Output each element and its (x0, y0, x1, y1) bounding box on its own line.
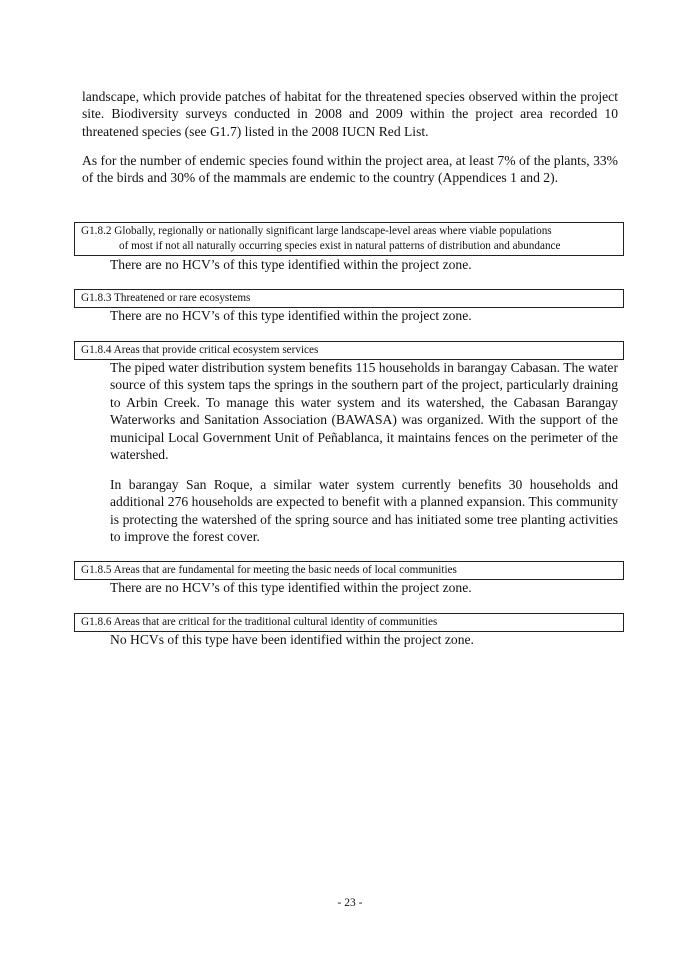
section-body-g182: There are no HCV’s of this type identified within the project zone. (110, 257, 472, 272)
section-heading-g186: G1.8.6 Areas that are critical for the traditional cultural identity of communities (74, 613, 624, 632)
intro-paragraph-1: landscape, which provide patches of habitat for the threatened species observed within the project site. Biodiversity surveys conducted in 2008 and 2009 within the project area recorded 10 threatened species (see G1.7) listed in the 2008 IUCN Red List. (82, 89, 618, 139)
section-heading-g182-line1: G1.8.2 Globally, regionally or nationally significant large landscape-level areas where viable populations (81, 225, 552, 237)
intro-paragraph-2: As for the number of endemic species found within the project area, at least 7% of the plants, 33% of the birds and 30% of the mammals are endemic to the country (Appendices 1 and 2). (82, 153, 618, 186)
section-heading-g182 (74, 222, 624, 256)
section-body-g185: There are no HCV’s of this type identified within the project zone. (110, 580, 472, 595)
page-number: - 23 - (337, 897, 363, 909)
section-body-g184-paragraph-2: In barangay San Roque, a similar water system currently benefits 30 households and additional 276 households are expected to benefit with a planned expansion. This community is protecting the watershed of the spring source and has initiated some tree planting activities to improve the forest cover. (110, 477, 618, 545)
section-heading-g183: G1.8.3 Threatened or rare ecosystems (74, 289, 624, 308)
section-heading-g185: G1.8.5 Areas that are fundamental for meeting the basic needs of local communities (74, 561, 624, 580)
section-heading-g184: G1.8.4 Areas that provide critical ecosystem services (74, 341, 624, 360)
section-heading-g182-line2: of most if not all naturally occurring species exist in natural patterns of distribution and abundance (119, 240, 561, 252)
section-body-g183: There are no HCV’s of this type identified within the project zone. (110, 308, 472, 323)
section-body-g184-paragraph-1: The piped water distribution system benefits 115 households in barangay Cabasan. The water source of this system taps the springs in the southern part of the project, particularly draining to Arbin Creek. To manage this water system and its watershed, the Cabasan Barangay Waterworks and Sanitation Association (BAWASA) was organized. With the support of the municipal Local Government Unit of Peñablanca, it maintains fences on the perimeter of the watershed. (110, 360, 618, 463)
section-body-g186: No HCVs of this type have been identified within the project zone. (110, 632, 474, 647)
